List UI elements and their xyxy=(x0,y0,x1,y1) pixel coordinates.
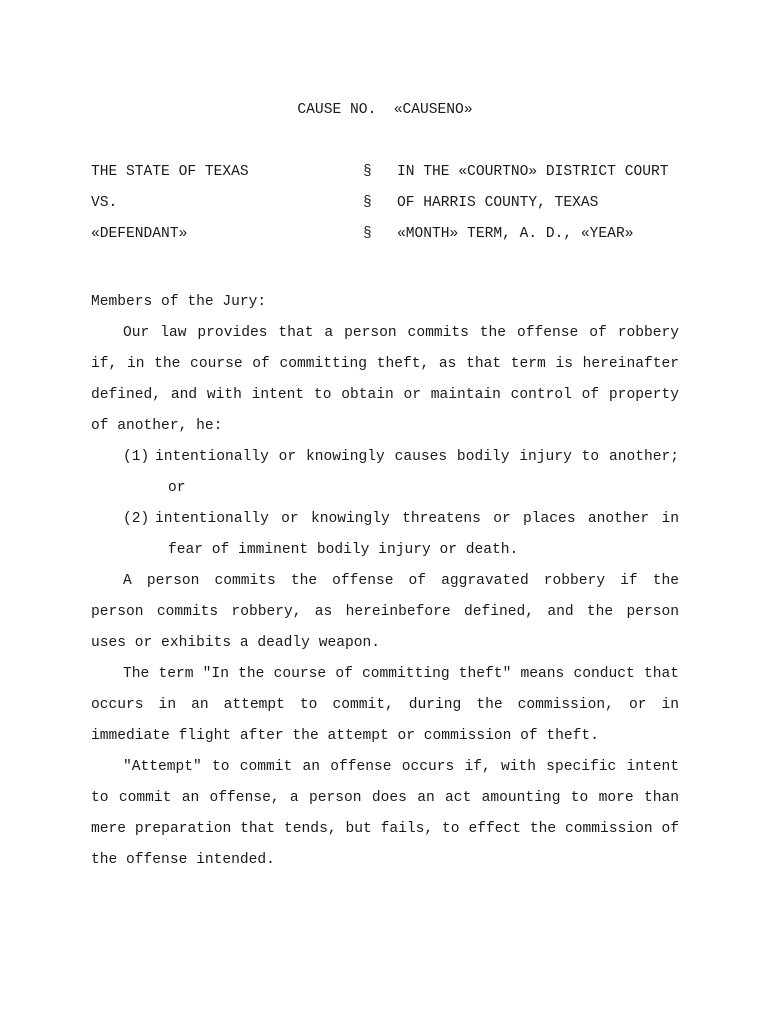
section-symbol: § xyxy=(363,195,372,211)
charge-body xyxy=(91,287,679,876)
salutation: Members of the Jury: xyxy=(91,294,267,310)
caption-court-right: IN THE «COURTNO» DISTRICT COURT xyxy=(397,164,669,180)
section-symbol: § xyxy=(363,164,372,180)
list-item-number: (1) xyxy=(123,449,150,465)
paragraph-attempt: "Attempt" to commit an offense occurs if, with specific intent to commit an offense, a person does an act amounting to more than mere preparation that tends, but fails, to effect the commission of the offense intended. xyxy=(91,759,679,868)
caption-court-right: «MONTH» TERM, A. D., «YEAR» xyxy=(397,226,634,242)
caption-row xyxy=(91,195,679,215)
paragraph-robbery-definition: Our law provides that a person commits the offense of robbery if, in the course of committing theft, as that term is hereinafter defined, and with intent to obtain or maintain control of property of another, he: xyxy=(91,325,679,434)
caption-court-right: OF HARRIS COUNTY, TEXAS xyxy=(397,195,599,211)
list-item-text: intentionally or knowingly causes bodily injury to another; or xyxy=(155,449,679,496)
list-item xyxy=(91,504,679,566)
paragraph-course-of-theft: The term "In the course of committing theft" means conduct that occurs in an attempt to commit, during the commission, or in immediate flight after the attempt or commission of theft. xyxy=(91,666,679,744)
paragraph-aggravated-robbery: A person commits the offense of aggravated robbery if the person commits robbery, as hereinbefore defined, and the person uses or exhibits a deadly weapon. xyxy=(91,573,679,651)
list-item xyxy=(91,442,679,504)
caption-party-left: VS. xyxy=(91,195,118,211)
caption-row xyxy=(91,164,679,184)
list-item-number: (2) xyxy=(123,511,150,527)
caption-row xyxy=(91,226,679,246)
list-item-text: intentionally or knowingly threatens or places another in fear of imminent bodily injury or death. xyxy=(155,511,679,558)
caption-party-left: THE STATE OF TEXAS xyxy=(91,164,249,180)
caption-party-left: «DEFENDANT» xyxy=(91,226,188,242)
cause-number: CAUSE NO. «CAUSENO» xyxy=(297,102,473,118)
section-symbol: § xyxy=(363,226,372,242)
